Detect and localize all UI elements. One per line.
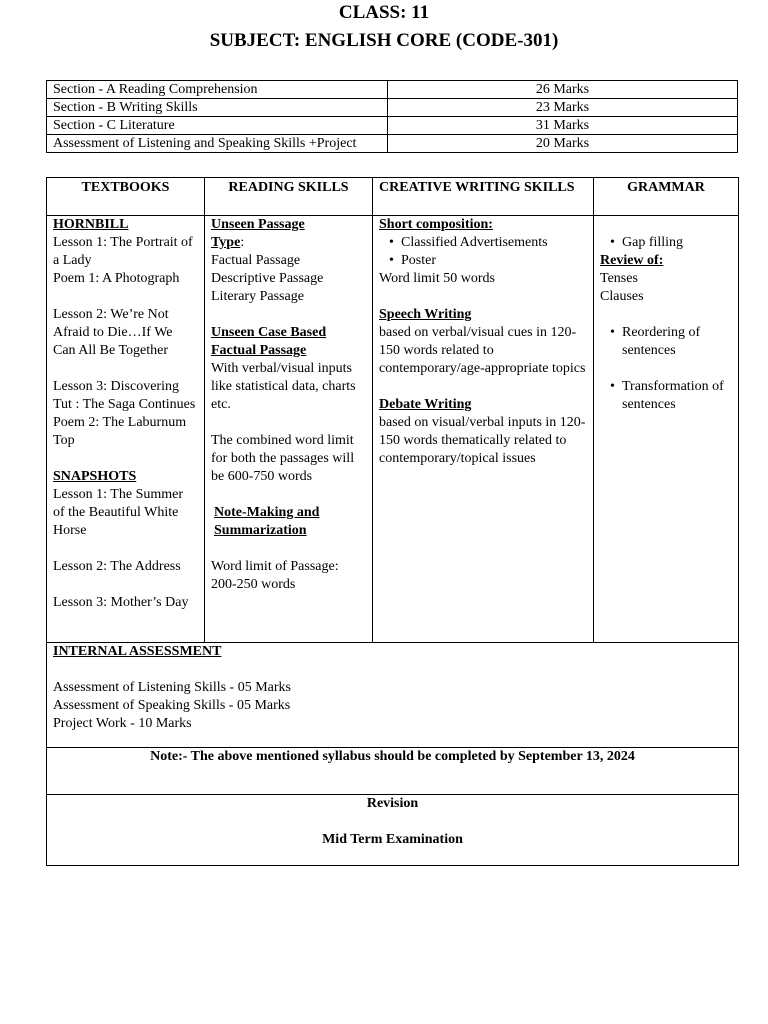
header-row	[47, 178, 739, 216]
textbooks-cell	[47, 216, 205, 643]
subject-heading: SUBJECT: ENGLISH CORE (CODE-301)	[209, 30, 559, 51]
col-textbooks: TEXTBOOKS	[47, 178, 205, 216]
list-item: Tenses	[600, 271, 638, 286]
list-item: Lesson 1: The Summer of the Beautiful White Horse	[53, 487, 184, 538]
reading-cell: Unseen Passage Type: Factual Passage Descriptive Passage Literary Passage Unseen Case Based Factual Passage With verbal/visual inputs like statistical data, charts etc. The combined word limit for both the passages will be 600-750 words Note-Making and Summarization Word limit of Passage: 200-250 words	[205, 216, 373, 643]
midterm-text: Mid Term Examination	[322, 832, 463, 847]
col-grammar: GRAMMAR	[594, 178, 739, 216]
section-marks: 26 Marks	[388, 81, 738, 99]
word-limit-text: The combined word limit for both the passages will be 600-750 words	[211, 433, 355, 484]
table-row	[47, 81, 738, 99]
content-row	[47, 216, 739, 643]
list-item: Poem 2: The Laburnum Top	[53, 415, 187, 448]
list-item: Factual Passage	[211, 253, 301, 268]
case-text: With verbal/visual inputs like statistical data, charts etc.	[211, 361, 356, 412]
snapshots-title: SNAPSHOTS	[53, 469, 137, 484]
grammar-list-2	[600, 324, 732, 360]
section-name: Assessment of Listening and Speaking Skills +Project	[47, 135, 388, 153]
table-row	[47, 135, 738, 153]
list-item: Assessment of Speaking Skills - 05 Marks	[53, 698, 291, 713]
speech-text: based on verbal/visual cues in 120-150 words related to contemporary/age-appropriate topics	[379, 325, 586, 376]
section-name: Section - C Literature	[47, 117, 388, 135]
section-name: Section - B Writing Skills	[47, 99, 388, 117]
hornbill-title: HORNBILL	[53, 217, 129, 232]
list-item: • Gap filling	[622, 234, 732, 252]
unseen-title: Unseen Passage	[211, 217, 305, 232]
list-item: Assessment of Listening Skills - 05 Marks	[53, 680, 291, 695]
revision-text: Revision	[366, 796, 419, 811]
revision-row	[47, 795, 739, 866]
short-title: Short composition:	[379, 217, 493, 232]
class-heading: CLASS: 11	[338, 2, 430, 23]
short-limit: Word limit 50 words	[379, 271, 495, 286]
list-item: Lesson 2: The Address	[53, 559, 181, 574]
grammar-cell	[594, 216, 739, 643]
col-writing: CREATIVE WRITING SKILLS	[373, 178, 594, 216]
syllabus-table	[46, 177, 739, 866]
list-item: Lesson 2: We’re Not Afraid to Die…If We Can All Be Together	[53, 307, 173, 358]
list-item: • Poster	[401, 252, 587, 270]
section-marks: 23 Marks	[388, 99, 738, 117]
marks-table	[46, 80, 738, 153]
internal-title: INTERNAL ASSESSMENT	[53, 644, 222, 659]
type-label: Type	[211, 235, 241, 250]
list-item: Project Work - 10 Marks	[53, 716, 192, 731]
review-title: Review of:	[600, 253, 664, 268]
list-item: Descriptive Passage	[211, 271, 324, 286]
speech-title: Speech Writing	[379, 307, 472, 322]
list-item: Lesson 3: Discovering Tut : The Saga Continues	[53, 379, 196, 412]
list-item: Literary Passage	[211, 289, 304, 304]
note-making-title: Note-Making and Summarization	[214, 505, 320, 538]
list-item: • Transformation of sentences	[622, 378, 732, 414]
section-marks: 20 Marks	[388, 135, 738, 153]
grammar-list-1	[600, 234, 732, 252]
writing-cell	[373, 216, 594, 643]
section-name: Section - A Reading Comprehension	[47, 81, 388, 99]
note-row	[47, 748, 739, 795]
grammar-list-3	[600, 378, 732, 414]
debate-text: based on visual/verbal inputs in 120-150 words thematically related to contemporary/topical issues	[379, 415, 586, 466]
case-title: Unseen Case Based Factual Passage	[211, 325, 327, 358]
section-marks: 31 Marks	[388, 117, 738, 135]
list-item: Lesson 1: The Portrait of a Lady	[53, 235, 193, 268]
table-row	[47, 99, 738, 117]
list-item: • Classified Advertisements	[401, 234, 587, 252]
revision-cell	[47, 795, 739, 866]
completion-note: Note:- The above mentioned syllabus should be completed by September 13, 2024	[47, 748, 739, 795]
internal-assessment-cell	[47, 643, 739, 748]
list-item: Poem 1: A Photograph	[53, 271, 180, 286]
col-reading: READING SKILLS	[205, 178, 373, 216]
list-item: Clauses	[600, 289, 644, 304]
short-list	[379, 234, 587, 270]
list-item: Lesson 3: Mother’s Day	[53, 595, 189, 610]
note-limit: Word limit of Passage: 200-250 words	[211, 559, 339, 592]
debate-title: Debate Writing	[379, 397, 472, 412]
list-item: • Reordering of sentences	[622, 324, 732, 360]
table-row	[47, 117, 738, 135]
internal-row	[47, 643, 739, 748]
